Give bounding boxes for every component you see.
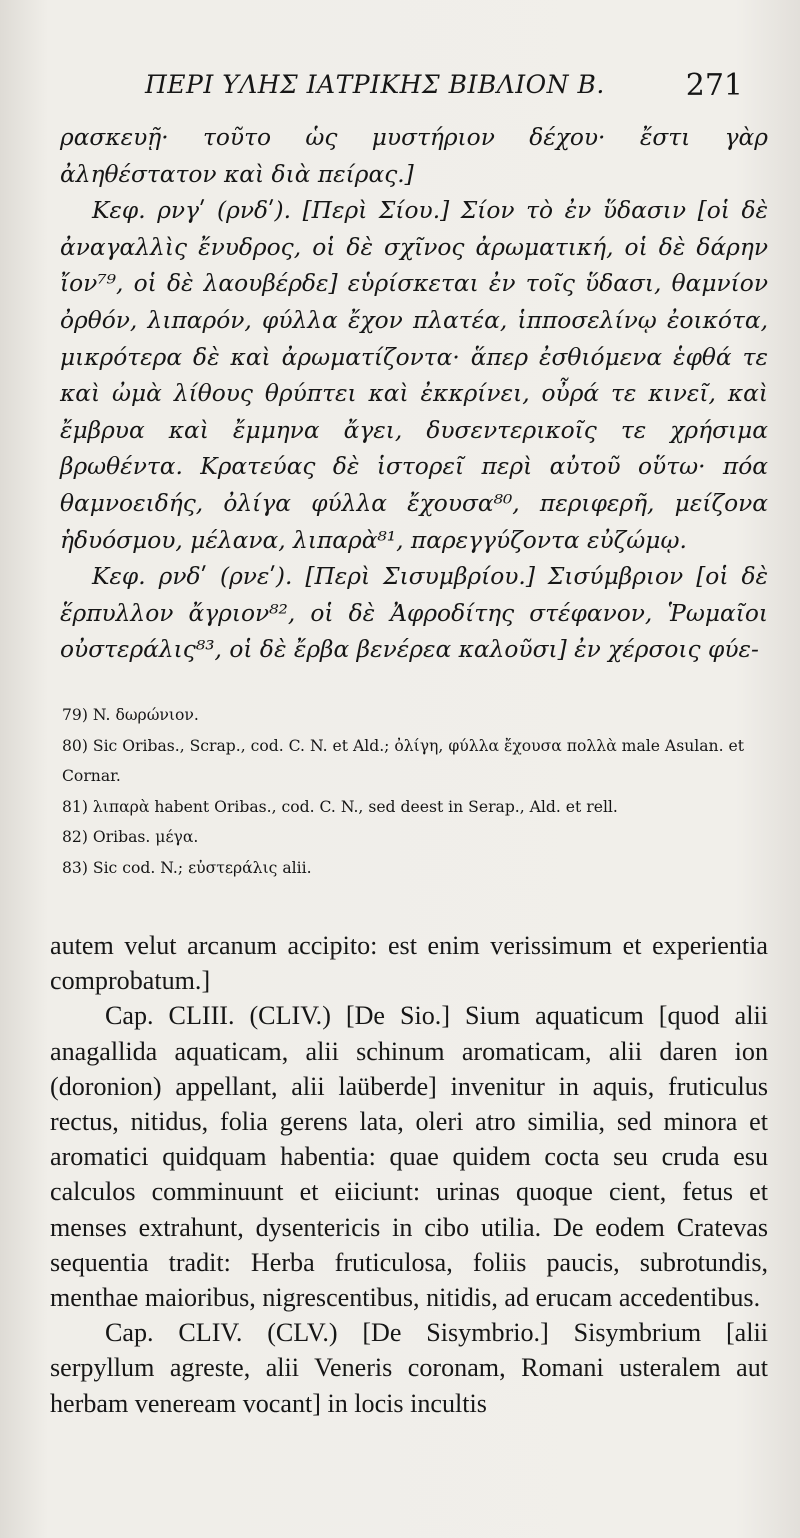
footnotes (62, 700, 770, 884)
latin-paragraph-1: autem velut arcanum accipito: est enim verissimum et experientia comprobatum.] (50, 931, 768, 996)
footnote-82: 82) Oribas. μέγα. (62, 828, 199, 847)
greek-text-block (60, 120, 768, 669)
greek-paragraph-cap-153: Κεφ. ρνγʹ (ρνδʹ). [Περὶ Σίου.] Σίον τὸ ἐν ὕδασιν [οἱ δὲ ἀναγαλλὶς ἔνυδρος, οἱ δὲ σχῖνος ἀρωματική, οἱ δὲ δάρην ἴον⁷⁹, οἱ δὲ λαουβέρδε] εὑρίσκεται ἐν τοῖς ὕδασι, θαμνίον ὀρθόν, λιπαρόν, φύλλα ἔχον πλατέα, ἱπποσελίνῳ ἐοικότα, μικρότερα δὲ καὶ ἀρωματίζοντα· ἅπερ ἐσθιόμενα ἑφθά τε καὶ ὠμὰ λίθους θρύπτει καὶ ἐκκρίνει, οὖρά τε κινεῖ, καὶ ἔμβρυα καὶ ἔμμηνα ἄγει, δυσεντερικοῖς τε χρήσιμα βρωθέντα. Κρατεύας δὲ ἱστορεῖ περὶ αὐτοῦ οὕτω· πόα θαμνοειδής, ὀλίγα φύλλα ἔχουσα⁸⁰, περιφερῆ, μείζονα ἡδυόσμου, μέλανα, λιπαρὰ⁸¹, παρεγγύζοντα εὐζώμῳ. (60, 197, 768, 554)
running-head: ΠΕΡΙ ΥΛΗΣ ΙΑΤΡΙΚΗΣ ΒΙΒΛΙΟΝ Β. (145, 70, 605, 99)
latin-paragraph-cap-154: Cap. CLIV. (CLV.) [De Sisymbrio.] Sisymbrium [alii serpyllum agreste, alii Veneris coronam, Romani usteralem aut herbam veneream vocant] in locis incultis (50, 1318, 768, 1418)
footnote-83: 83) Sic cod. N.; εὐστεράλις alii. (62, 858, 312, 877)
page-header (145, 70, 775, 110)
footnote-80: 80) Sic Oribas., Scrap., cod. C. N. et Ald.; ὀλίγη, φύλλα ἔχουσα πολλὰ male Asulan. et Cornar. (62, 736, 744, 786)
greek-paragraph-1: ρασκευῇ· τοῦτο ὡς μυστήριον δέχου· ἔστι γὰρ ἀληθέστατον καὶ διὰ πείρας.] (60, 124, 768, 188)
greek-paragraph-cap-154: Κεφ. ρνδʹ (ρνεʹ). [Περὶ Σισυμβρίου.] Σισύμβριον [οἱ δὲ ἕρπυλλον ἄγριον⁸², οἱ δὲ Ἀφροδίτης στέφανον, Ῥωμαῖοι οὐστεράλις⁸³, οἱ δὲ ἔρβα βενέρεα καλοῦσι] ἐν χέρσοις φύε- (60, 563, 768, 664)
page-number: 271 (685, 68, 743, 103)
latin-text-block (50, 928, 768, 1421)
latin-paragraph-cap-153: Cap. CLIII. (CLIV.) [De Sio.] Sium aquaticum [quod alii anagallida aquaticam, alii schinum aromaticam, alii daren ion (doronion) appellant, alii laüberde] invenitur in aquis, fruticulus rectus, nitidus, folia gerens lata, oleri atro similia, sed minora et aromatici quidquam habentia: quae quidem cocta seu cruda esu calculos comminuunt et eiiciunt: urinas quoque cient, fetus et menses extrahunt, dysentericis in cibo utilia. De eodem Cratevas sequentia tradit: Herba fruticulosa, foliis paucis, subrotundis, menthae maioribus, nigrescentibus, nitidis, ad erucam accedentibus. (50, 1001, 768, 1313)
footnote-79: 79) N. δωρώνιον. (62, 706, 199, 724)
footnote-81: 81) λιπαρὰ habent Oribas., cod. C. N., sed deest in Serap., Ald. et rell. (62, 797, 618, 816)
